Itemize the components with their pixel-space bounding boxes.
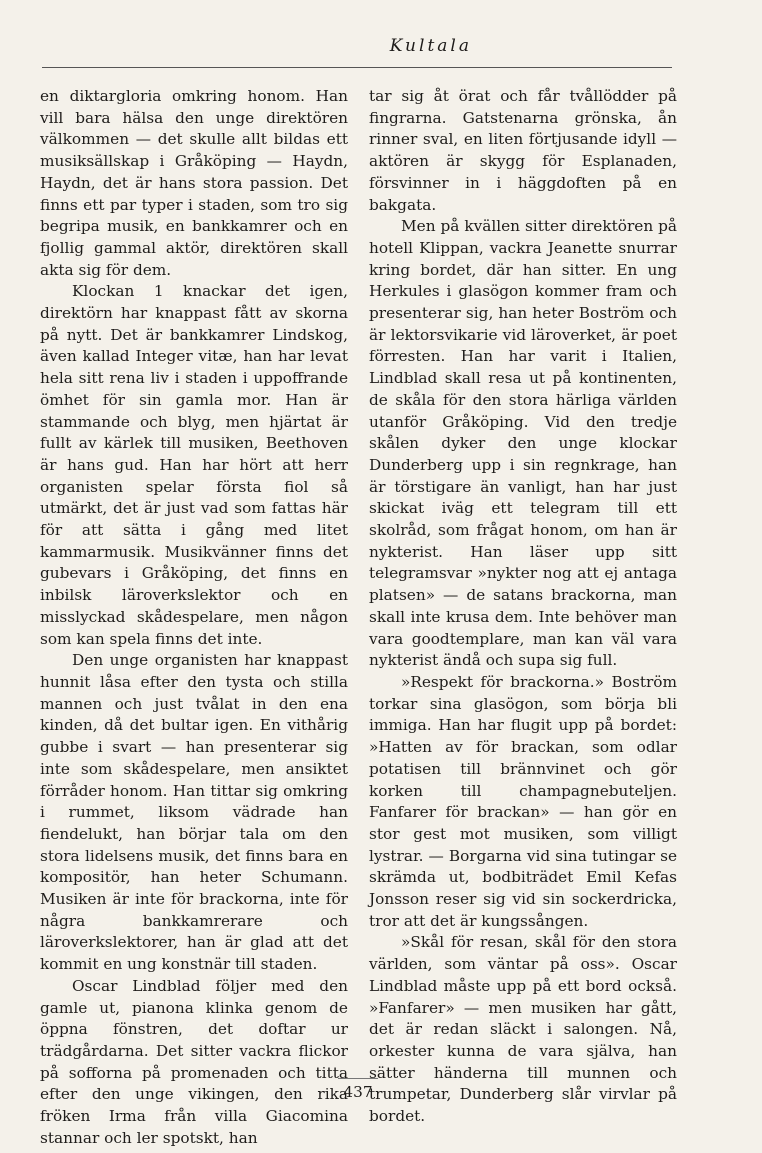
paragraph: Den unge organisten har knappast hunnit låsa efter den tysta och stilla mannen och just tvålat in den ena kinden, då det bultar igen. En vithårig gubbe i svart — han presenterar sig inte som skådespelare, men ansiktet förråder honom. Han tittar sig omkring i rummet, liksom vädrade han fiendelukt, han börjar tala om den stora lidelsens musik, det finns bara en kompositör, han heter Schumann. Musiken är inte för brackorna, inte för några bankkamrerare och läroverkslektorer, han är glad att det kommit en ung konstnär till staden. (40, 651, 348, 974)
paragraph: Klockan 1 knackar det igen, direktörn har knappast fått av skorna på nytt. Det är bankkamrer Lindskog, även kallad Integer vitæ, han har levat hela sitt rena liv i staden i uppoffrande ömhet för sin gamla mor. Han är stammande och blyg, men hjärtat är fullt av kärlek till musiken, Beethoven är hans gud. Han har hört att herr organisten spelar första fiol så utmärkt, det är just vad som fattas här för att sätta i gång med litet kammarmusik. Musikvänner finns det gubevars i Gråköping, det finns en inbilsk läroverkslektor och en misslyckad skådespelare, men någon som kan spela finns det inte. (40, 282, 348, 648)
header-rule (42, 67, 672, 68)
left-column (40, 86, 348, 1149)
paragraph: »Respekt för brackorna.» Boström torkar sina glasögon, som börja bli immiga. Han har flugit upp på bordet: »Hatten av för brackan, som odlar potatisen till brännvinet och gör korken till champagnebuteljen. Fanfarer för brackan» — han gör en stor gest mot musiken, som villigt lystrar. — Borgarna vid sina tutingar se skrämda ut, bodbiträdet Emil Kefas Jonsson reser sig vid sin sockerdricka, tror att det är kungssången. (369, 672, 677, 930)
paragraph: Oscar Lindblad följer med den gamle ut, pianona klinka genom de öppna fönstren, det doftar ur trädgårdarna. Det sitter vackra flickor på sofforna på promenaden och titta efter den unge vikingen, den rika fröken Irma från villa Giacomina stannar och ler spotskt, han (40, 976, 348, 1147)
paragraph: tar sig åt örat och får tvållödder på fingrarna. Gatstenarna grönska, ån rinner sval, en liten förtjusande idyll — aktören är skygg för Esplanaden, försvinner in i häggdoften på en bakgata. (369, 87, 677, 214)
paragraph: »Skål för resan, skål för den stora världen, som väntar på oss». Oscar Lindblad måste upp på ett bord också. »Fanfarer» — men musiken har gått, det är redan släckt i salongen. Nå, orkester kunna de vara själva, han sätter händerna till munnen och trumpetar, Dunderberg slår virvlar på bordet. (369, 933, 677, 1126)
page-number: 437 (338, 1078, 378, 1101)
paragraph: Men på kvällen sitter direktören på hotell Klippan, vackra Jeanette snurrar kring bordet, där han sitter. En ung Herkules i glasögon kommer fram och presenterar sig, han heter Boström och är lektorsvikarie vid läroverket, är poet förresten. Han har varit i Italien, Lindblad skall resa ut på kontinenten, de skåla för den stora härliga världen utanför Gråköping. Vid den tredje skålen dyker den unge klockar Dunderberg upp i sin regnkrage, han är törstigare än vanligt, han har just skickat iväg ett telegram till ett skolråd, som frågat honom, om han är nykterist. Han läser upp sitt telegramsvar »nykter nog att ej antaga platsen» — de satans brackorna, man skall inte krusa dem. Inte behöver man vara goodtemplare, man kan väl vara nykterist ändå och supa sig full. (369, 217, 677, 670)
paragraph: en diktargloria omkring honom. Han vill bara hälsa den unge direktören välkommen — det skulle allt bildas ett musiksällskap i Gråköping — Haydn, Haydn, det är hans stora passion. Det finns ett par typer i staden, som tro sig begripa musik, en bankkamrer och en fjollig gammal aktör, direktören skall akta sig för dem. (40, 87, 348, 279)
running-header: Kultala (389, 36, 472, 56)
right-column (369, 86, 677, 1128)
